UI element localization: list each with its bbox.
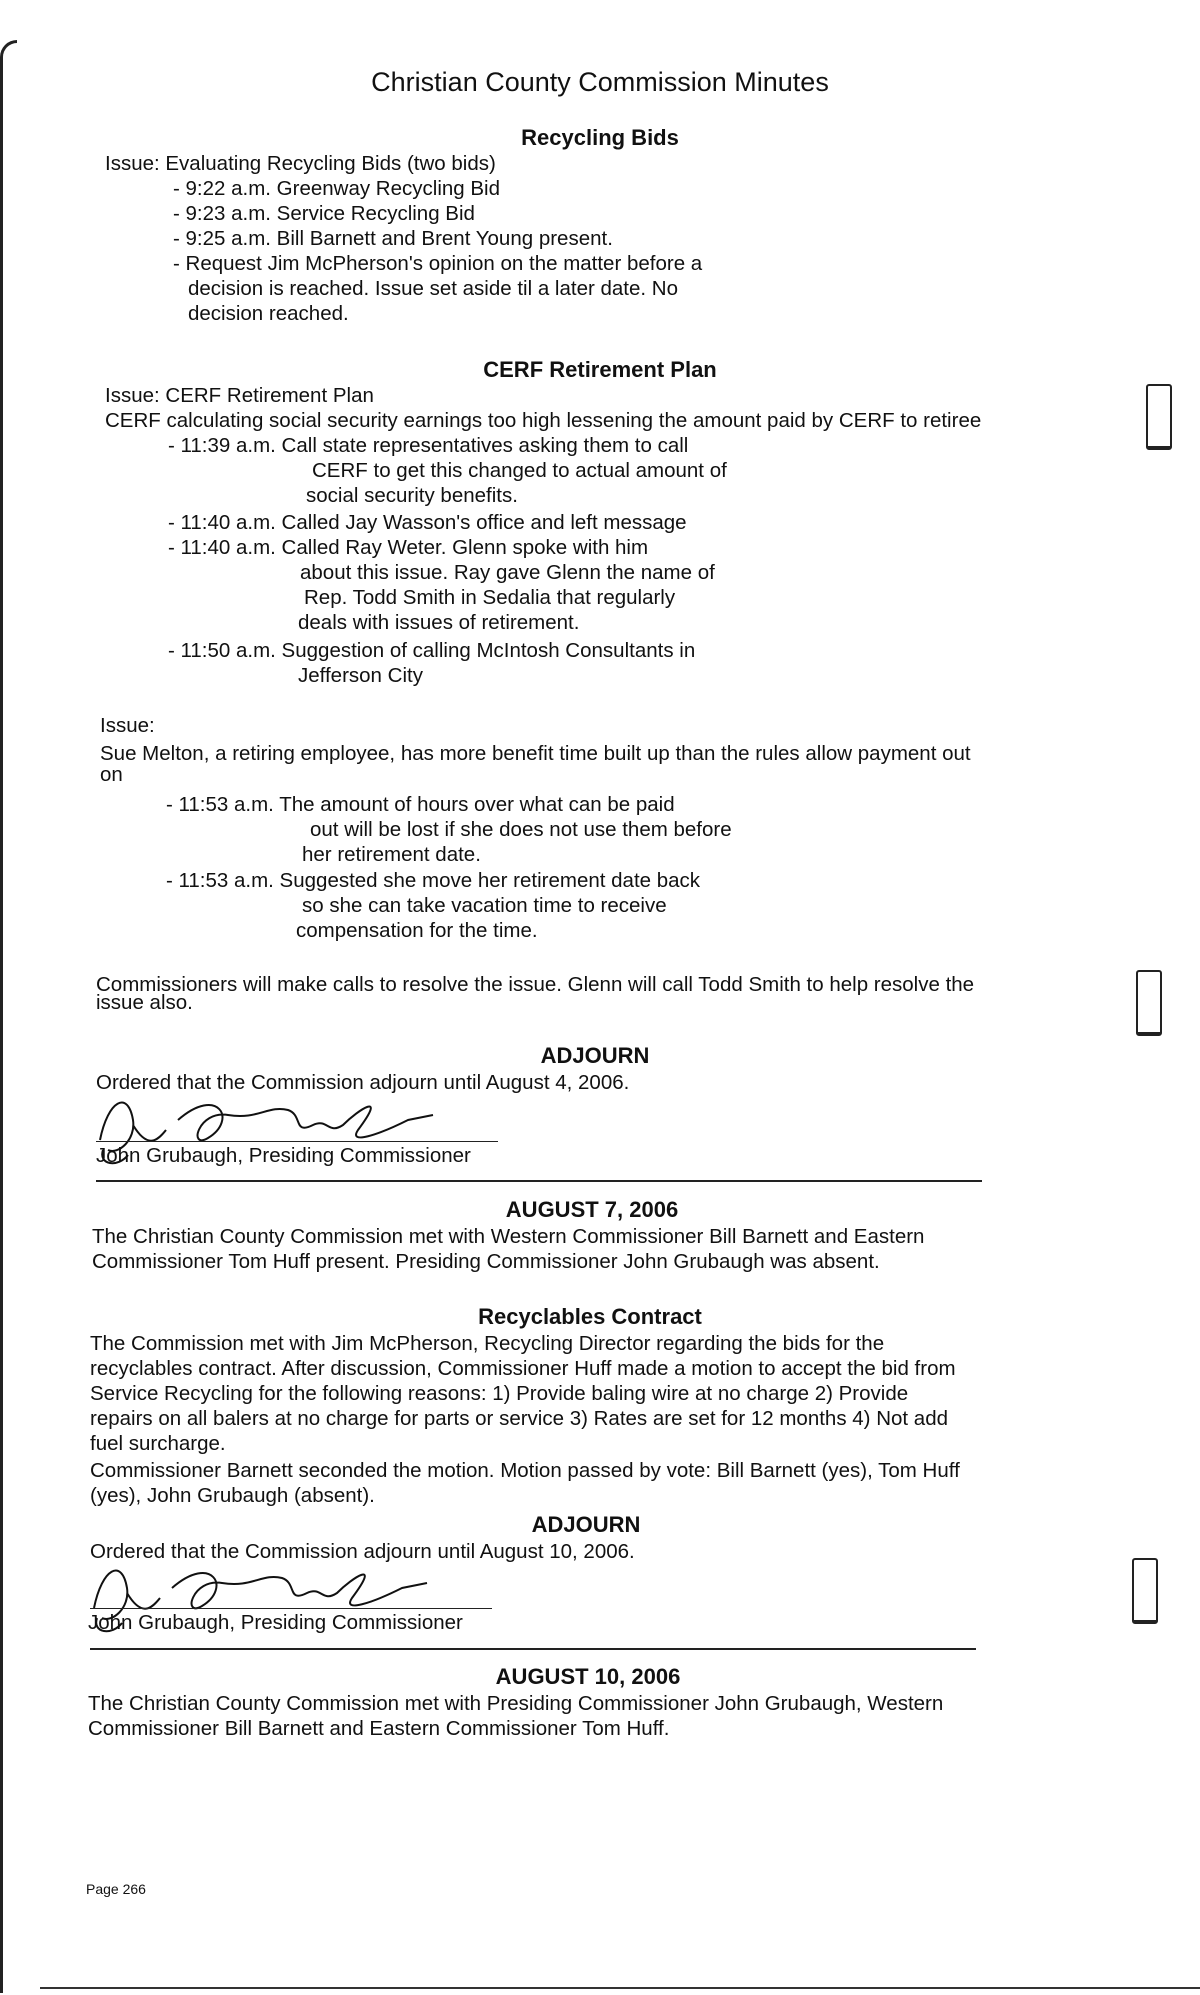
signature-line <box>90 1608 492 1609</box>
closing-note-continued: issue also. <box>96 991 193 1014</box>
issue-line: Issue: Evaluating Recycling Bids (two bids) <box>105 152 496 175</box>
section-divider <box>90 1648 976 1650</box>
section-heading-august-7: AUGUST 7, 2006 <box>505 1197 679 1222</box>
issue-summary-continued: on <box>100 763 123 786</box>
page-number: Page 266 <box>86 1881 146 1897</box>
log-entry-continued: about this issue. Ray gave Glenn the name of <box>300 561 715 584</box>
section-heading-adjourn: ADJOURN <box>540 1043 650 1068</box>
paragraph-line: recyclables contract. After discussion, Commissioner Huff made a motion to accept the bid from <box>90 1357 956 1380</box>
meeting-attendance: Commissioner Bill Barnett and Eastern Commissioner Tom Huff. <box>88 1717 670 1740</box>
log-entry-continued: compensation for the time. <box>296 919 538 942</box>
paragraph-line: repairs on all balers at no charge for parts or service 3) Rates are set for 12 months 4) Not add <box>90 1407 948 1430</box>
issue-line: Issue: <box>100 714 155 737</box>
paragraph-line: Service Recycling for the following reasons: 1) Provide baling wire at no charge 2) Provide <box>90 1382 909 1405</box>
page-edge-bottom <box>40 1987 1200 1989</box>
log-entry: - 11:53 a.m. The amount of hours over what can be paid <box>166 793 675 816</box>
meeting-attendance: The Christian County Commission met with Presiding Commissioner John Grubaugh, Western <box>88 1692 944 1715</box>
section-heading-recyclables-contract: Recyclables Contract <box>478 1304 702 1329</box>
list-item: - 9:25 a.m. Bill Barnett and Brent Young present. <box>173 227 613 250</box>
section-divider <box>96 1180 982 1182</box>
binder-tab <box>1132 1558 1158 1624</box>
log-entry-continued: Rep. Todd Smith in Sedalia that regularly <box>304 586 676 609</box>
section-heading-cerf: CERF Retirement Plan <box>483 357 717 382</box>
list-item: - 9:23 a.m. Service Recycling Bid <box>173 202 475 225</box>
log-entry: - 11:40 a.m. Called Ray Weter. Glenn spoke with him <box>168 536 649 559</box>
adjourn-order: Ordered that the Commission adjourn until August 10, 2006. <box>90 1540 635 1563</box>
paragraph-line: (yes), John Grubaugh (absent). <box>90 1484 375 1507</box>
section-heading-august-10: AUGUST 10, 2006 <box>495 1664 681 1689</box>
list-item: - 9:22 a.m. Greenway Recycling Bid <box>173 177 500 200</box>
binder-tab <box>1146 384 1172 450</box>
section-heading-adjourn: ADJOURN <box>531 1512 641 1537</box>
log-entry: - 11:39 a.m. Call state representatives asking them to call <box>168 434 689 457</box>
issue-summary: Sue Melton, a retiring employee, has more benefit time built up than the rules allow payment out <box>100 742 971 765</box>
log-entry-continued: Jefferson City <box>298 664 423 687</box>
log-entry: - 11:50 a.m. Suggestion of calling McIntosh Consultants in <box>168 639 696 662</box>
page-edge-left <box>0 40 17 1993</box>
paragraph-line: fuel surcharge. <box>90 1432 226 1455</box>
meeting-attendance: Commissioner Tom Huff present. Presiding Commissioner John Grubaugh was absent. <box>92 1250 880 1273</box>
log-entry: - 11:53 a.m. Suggested she move her retirement date back <box>166 869 701 892</box>
log-entry-continued: deals with issues of retirement. <box>298 611 580 634</box>
list-item-continued: decision reached. <box>188 302 349 325</box>
closing-note: Commissioners will make calls to resolve the issue. Glenn will call Todd Smith to help resolve the <box>96 973 975 996</box>
paragraph-line: Commissioner Barnett seconded the motion. Motion passed by vote: Bill Barnett (yes), Tom Huff <box>90 1459 960 1482</box>
signatory: John Grubaugh, Presiding Commissioner <box>88 1611 463 1634</box>
meeting-attendance: The Christian County Commission met with Western Commissioner Bill Barnett and Eastern <box>92 1225 925 1248</box>
signatory: John Grubaugh, Presiding Commissioner <box>96 1144 471 1167</box>
log-entry-continued: out will be lost if she does not use them before <box>310 818 732 841</box>
adjourn-order: Ordered that the Commission adjourn until August 4, 2006. <box>96 1071 630 1094</box>
paragraph-line: The Commission met with Jim McPherson, Recycling Director regarding the bids for the <box>90 1332 885 1355</box>
log-entry-continued: so she can take vacation time to receive <box>302 894 667 917</box>
list-item: - Request Jim McPherson's opinion on the matter before a <box>173 252 703 275</box>
log-entry-continued: CERF to get this changed to actual amount of <box>312 459 727 482</box>
issue-summary: CERF calculating social security earnings too high lessening the amount paid by CERF to retiree <box>105 409 982 432</box>
issue-line: Issue: CERF Retirement Plan <box>105 384 374 407</box>
log-entry-continued: social security benefits. <box>306 484 518 507</box>
signature-line <box>96 1141 498 1142</box>
section-heading-recycling-bids: Recycling Bids <box>521 125 679 150</box>
binder-tab <box>1136 970 1162 1036</box>
document-title: Christian County Commission Minutes <box>371 67 829 97</box>
log-entry: - 11:40 a.m. Called Jay Wasson's office and left message <box>168 511 687 534</box>
list-item-continued: decision is reached. Issue set aside til a later date. No <box>188 277 678 300</box>
log-entry-continued: her retirement date. <box>302 843 481 866</box>
